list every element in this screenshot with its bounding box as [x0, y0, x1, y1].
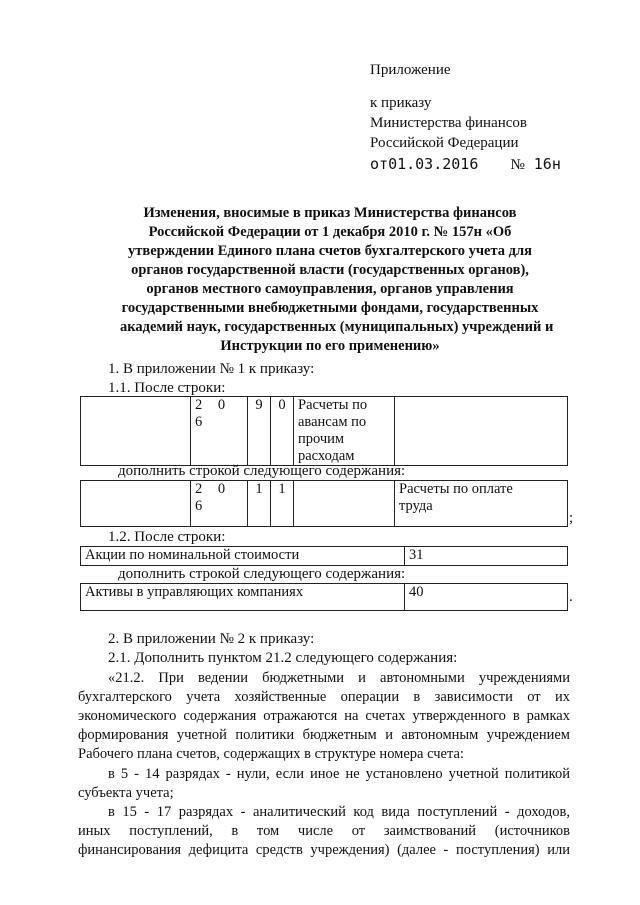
account-name: [294, 397, 395, 466]
appendix-label: Приложение: [370, 62, 451, 78]
title-line: органов местного самоуправления, органов управления: [146, 281, 514, 297]
table-row-after: [80, 396, 568, 466]
title-line: утверждении Единого плана счетов бухгалтерского учета для: [128, 243, 532, 259]
paragraph-line: в 5 - 14 разрядах - нули, если иное не установлено учетной политикой: [108, 766, 570, 782]
account-code: 2 0 6: [191, 397, 248, 466]
account-name-line: прочим: [298, 431, 345, 447]
item-2-1: 2.1. Дополнить пунктом 21.2 следующего содержания:: [108, 650, 458, 666]
paragraph-line: «21.2. При ведении бюджетными и автономными учреждениями: [108, 670, 570, 686]
section2-heading: 2. В приложении № 2 к приказу:: [108, 631, 315, 647]
code-digit: 9: [248, 397, 271, 466]
account-value: 31: [405, 547, 568, 566]
empty-cell: [395, 397, 568, 466]
code-digit: 0: [271, 397, 294, 466]
paragraph-line: Рабочего плана счетов, содержащих в структуре номера счета:: [78, 746, 464, 762]
account-name-line: Расчеты по: [298, 397, 368, 413]
account-name: [395, 481, 568, 527]
paragraph-line: иных поступлений, в том числе от заимствований (источников: [78, 823, 570, 839]
code-digit: 1: [271, 481, 294, 527]
order-date: 01.03.2016: [388, 155, 479, 173]
section1-heading: 1. В приложении № 1 к приказу:: [108, 361, 315, 377]
empty-cell: [81, 481, 191, 527]
paragraph-line: формирования учетной политики бюджетным и автономным учреждением: [78, 727, 570, 743]
paragraph-line: в 15 - 17 разрядах - аналитический код вида поступлений - доходов,: [108, 804, 570, 820]
title-line: органов государственной власти (государственных органов),: [131, 262, 529, 278]
order-number: 16н: [533, 155, 561, 173]
account-label: Акции по номинальной стоимости: [81, 547, 405, 566]
add-line-1: дополнить строкой следующего содержания:: [118, 463, 406, 479]
table-row-after: [80, 546, 568, 566]
order-date-number: [370, 155, 561, 174]
document-title: [120, 204, 554, 356]
title-line: Изменения, вносимые в приказ Министерства финансов: [143, 205, 517, 221]
title-line: государственными внебюджетными фондами, государственных: [121, 300, 539, 316]
empty-cell: [81, 397, 191, 466]
account-name-line: труда: [399, 498, 433, 514]
ministry-label: Министерства финансов: [370, 115, 527, 131]
paragraph-line: экономического содержания отражаются на счетах утвержденного в рамках: [78, 708, 570, 724]
account-name-line: авансам по: [298, 414, 367, 430]
paragraph-line: бухгалтерского учета хозяйственные операции в зависимости от их: [78, 689, 570, 705]
table-row-new: [80, 480, 568, 527]
paragraph-21-2: [78, 669, 570, 764]
table-row-new: [80, 583, 568, 611]
item-1-1: 1.1. После строки:: [108, 380, 226, 396]
paragraph-digits-15-17: [78, 803, 570, 860]
add-line-2: дополнить строкой следующего содержания:: [118, 566, 406, 582]
account-name-line: Расчеты по оплате: [399, 481, 513, 497]
account-value: 40: [405, 584, 568, 611]
paragraph-line: субъекта учета;: [78, 785, 174, 801]
title-line: Инструкции по его применению»: [220, 338, 440, 354]
paragraph-line: финансирования дефицита средств учреждения) (далее - поступления) или: [78, 842, 570, 858]
federation-label: Российской Федерации: [370, 135, 519, 151]
account-label: Активы в управляющих компаниях: [81, 584, 405, 611]
date-prefix: от: [370, 155, 389, 173]
to-order-label: к приказу: [370, 95, 432, 111]
number-sign: №: [510, 157, 525, 173]
title-line: академий наук, государственных (муниципальных) учреждений и: [120, 319, 554, 335]
paragraph-digits-5-14: [78, 765, 570, 803]
account-code: 2 0 6: [191, 481, 248, 527]
trailing-semicolon: ;: [569, 510, 574, 526]
trailing-period: .: [569, 589, 573, 605]
item-1-2: 1.2. После строки:: [108, 529, 226, 545]
empty-cell: [294, 481, 395, 527]
code-digit: 1: [248, 481, 271, 527]
account-name-line: расходам: [298, 448, 355, 464]
title-line: Российской Федерации от 1 декабря 2010 г. № 157н «Об: [148, 224, 512, 240]
